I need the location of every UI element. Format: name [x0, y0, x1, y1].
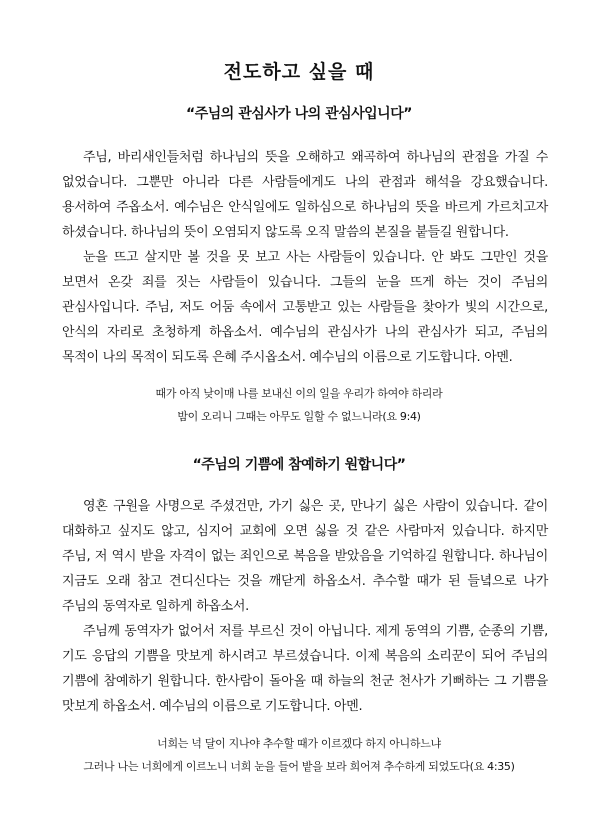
section1-paragraph-1: 주님, 바리새인들처럼 하나님의 뜻을 오해하고 왜곡하여 하나님의 관점을 가질 수 없었습니다. 그뿐만 아니라 다른 사람들에게도 나의 관점과 해석을 강요했습니다. 용서하여 주옵소서. 예수님은 안식일에도 일하심으로 하나님의 뜻을 바르게 가르치고자 하셨습니다. 하나님의 뜻이 오염되지 않도록 오직 말씀의 본질을 붙들길 원합니다.: [62, 150, 548, 240]
scripture-quote-1: [0, 382, 598, 428]
section-heading-1: “주님의 관심사가 나의 관심사입니다”: [186, 106, 412, 122]
scripture-quote-2: [0, 732, 598, 778]
page-title: 전도하고 싶을 때: [223, 61, 375, 83]
section2-paragraph-1: 영혼 구원을 사명으로 주셨건만, 가기 싫은 곳, 만나기 싫은 사람이 있습니다. 같이 대화하고 싶지도 않고, 심지어 교회에 오면 싫을 것 같은 사람마저 있습니다. 하지만 주님, 저 역시 받을 자격이 없는 죄인으로 복음을 받았음을 기억하길 원합니다. 하나님이 지금도 오래 참고 견디신다는 것을 깨닫게 하옵소서. 추수할 때가 된 들녘으로 나가 주님의 동역자로 일하게 하옵소서.: [62, 499, 548, 614]
scripture-quote-2-line-2: 그러나 나는 너희에게 이르노니 너희 눈을 들어 밭을 보라 희어져 추수하게 되었도다(요 4:35): [83, 760, 515, 773]
scripture-quote-2-line-1: 너희는 넉 달이 지나야 추수할 때가 이르겠다 하지 아니하느냐: [157, 737, 441, 750]
scripture-quote-1-line-2: 밤이 오리니 그때는 아무도 일할 수 없느니라(요 9:4): [177, 410, 421, 423]
section2-paragraph-2: 주님께 동역자가 없어서 저를 부르신 것이 아닙니다. 제게 동역의 기쁨, 순종의 기쁨, 기도 응답의 기쁨을 맛보게 하시려고 부르셨습니다. 이제 복음의 소리꾼이 되어 주님의 기쁨에 참예하기 원합니다. 한사람이 돌아올 때 하늘의 천군 천사가 기뻐하는 그 기쁨을 맛보게 하옵소서. 예수님의 이름으로 기도합니다. 아멘.: [62, 624, 548, 714]
scripture-quote-1-line-1: 때가 아직 낮이매 나를 보내신 이의 일을 우리가 하여야 하리라: [155, 387, 443, 400]
section1-paragraph-2: 눈을 뜨고 살지만 볼 것을 못 보고 사는 사람들이 있습니다. 안 봐도 그만인 것을 보면서 온갖 죄를 짓는 사람들이 있습니다. 그들의 눈을 뜨게 하는 것이 주님의 관심사입니다. 주님, 저도 어둠 속에서 고통받고 있는 사람들을 찾아가 빛의 시간으로, 안식의 자리로 초청하게 하옵소서. 예수님의 관심사가 나의 관심사가 되고, 주님의 목적이 나의 목적이 되도록 은혜 주시옵소서. 예수님의 이름으로 기도합니다. 아멘.: [62, 250, 548, 365]
section-heading-2: “주님의 기쁨에 참예하기 원합니다”: [192, 457, 406, 473]
